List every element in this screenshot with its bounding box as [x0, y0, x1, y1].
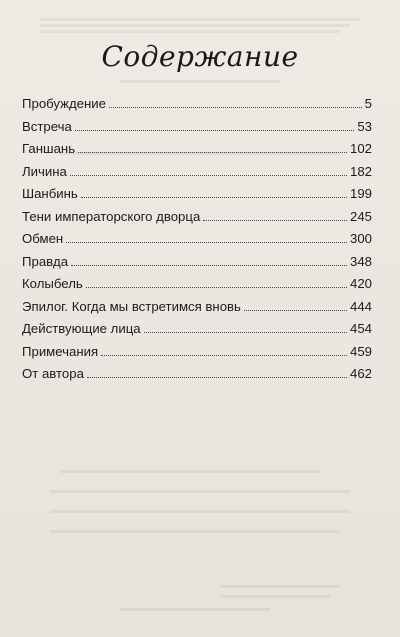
toc-entry[interactable]	[22, 209, 372, 225]
toc-entry-title: Личина	[22, 163, 67, 179]
dot-leader	[75, 130, 354, 131]
toc-entry-title: Шанбинь	[22, 186, 78, 201]
toc-entry[interactable]	[22, 299, 372, 315]
dot-leader	[203, 220, 347, 221]
toc-entry[interactable]	[22, 96, 372, 112]
dot-leader	[70, 175, 347, 176]
toc-entry[interactable]	[22, 186, 372, 202]
toc-entry[interactable]	[22, 119, 372, 135]
page-title: Содержание	[101, 40, 299, 73]
toc-entry[interactable]	[22, 141, 372, 157]
toc-entry-title: Эпилог. Когда мы встретимся вновь	[22, 298, 241, 314]
dot-leader	[244, 310, 347, 311]
toc-entry-title: От автора	[22, 366, 84, 381]
toc-entry-page: 459	[349, 343, 372, 359]
toc-entry-page: 53	[357, 118, 372, 134]
toc-entry-page: 454	[349, 321, 372, 336]
toc-entry-title: Обмен	[22, 231, 64, 246]
dot-leader	[71, 265, 347, 266]
toc-entry-page: 300	[349, 231, 372, 246]
toc-entry-title: Тени императорского дворца	[22, 208, 201, 224]
toc-entry-page: 199	[349, 186, 372, 201]
toc-entry-title: Примечания	[22, 343, 99, 359]
toc-entry[interactable]	[22, 344, 372, 360]
toc-entry[interactable]	[22, 164, 372, 180]
dot-leader	[86, 287, 347, 288]
toc-entry[interactable]	[22, 231, 372, 247]
toc-entry[interactable]	[22, 321, 372, 337]
toc-entry-title: Правда	[22, 253, 69, 269]
toc-entry-page: 444	[349, 298, 372, 314]
toc-entry-title: Колыбель	[22, 276, 83, 291]
toc-entry-title: Встреча	[22, 118, 72, 134]
dot-leader	[87, 377, 347, 378]
toc-entry-page: 102	[349, 141, 372, 156]
toc-entry[interactable]	[22, 254, 372, 270]
dot-leader	[101, 355, 347, 356]
toc-entry-title: Действующие лица	[22, 321, 141, 336]
toc-entry-page: 348	[349, 253, 372, 269]
dot-leader	[78, 152, 347, 153]
dot-leader	[66, 242, 347, 243]
toc-entry-title: Ганшань	[22, 141, 76, 156]
dot-leader	[81, 197, 347, 198]
toc-entry-title: Пробуждение	[22, 96, 106, 111]
toc-entry[interactable]	[22, 276, 372, 292]
toc-entry-page: 245	[349, 208, 372, 224]
toc-entry-page: 5	[364, 96, 372, 111]
dot-leader	[109, 107, 362, 108]
dot-leader	[144, 332, 347, 333]
toc-entry-page: 182	[349, 163, 372, 179]
toc-entry-page: 420	[349, 276, 372, 291]
toc-entry-page: 462	[349, 366, 372, 381]
toc-entry[interactable]	[22, 366, 372, 382]
